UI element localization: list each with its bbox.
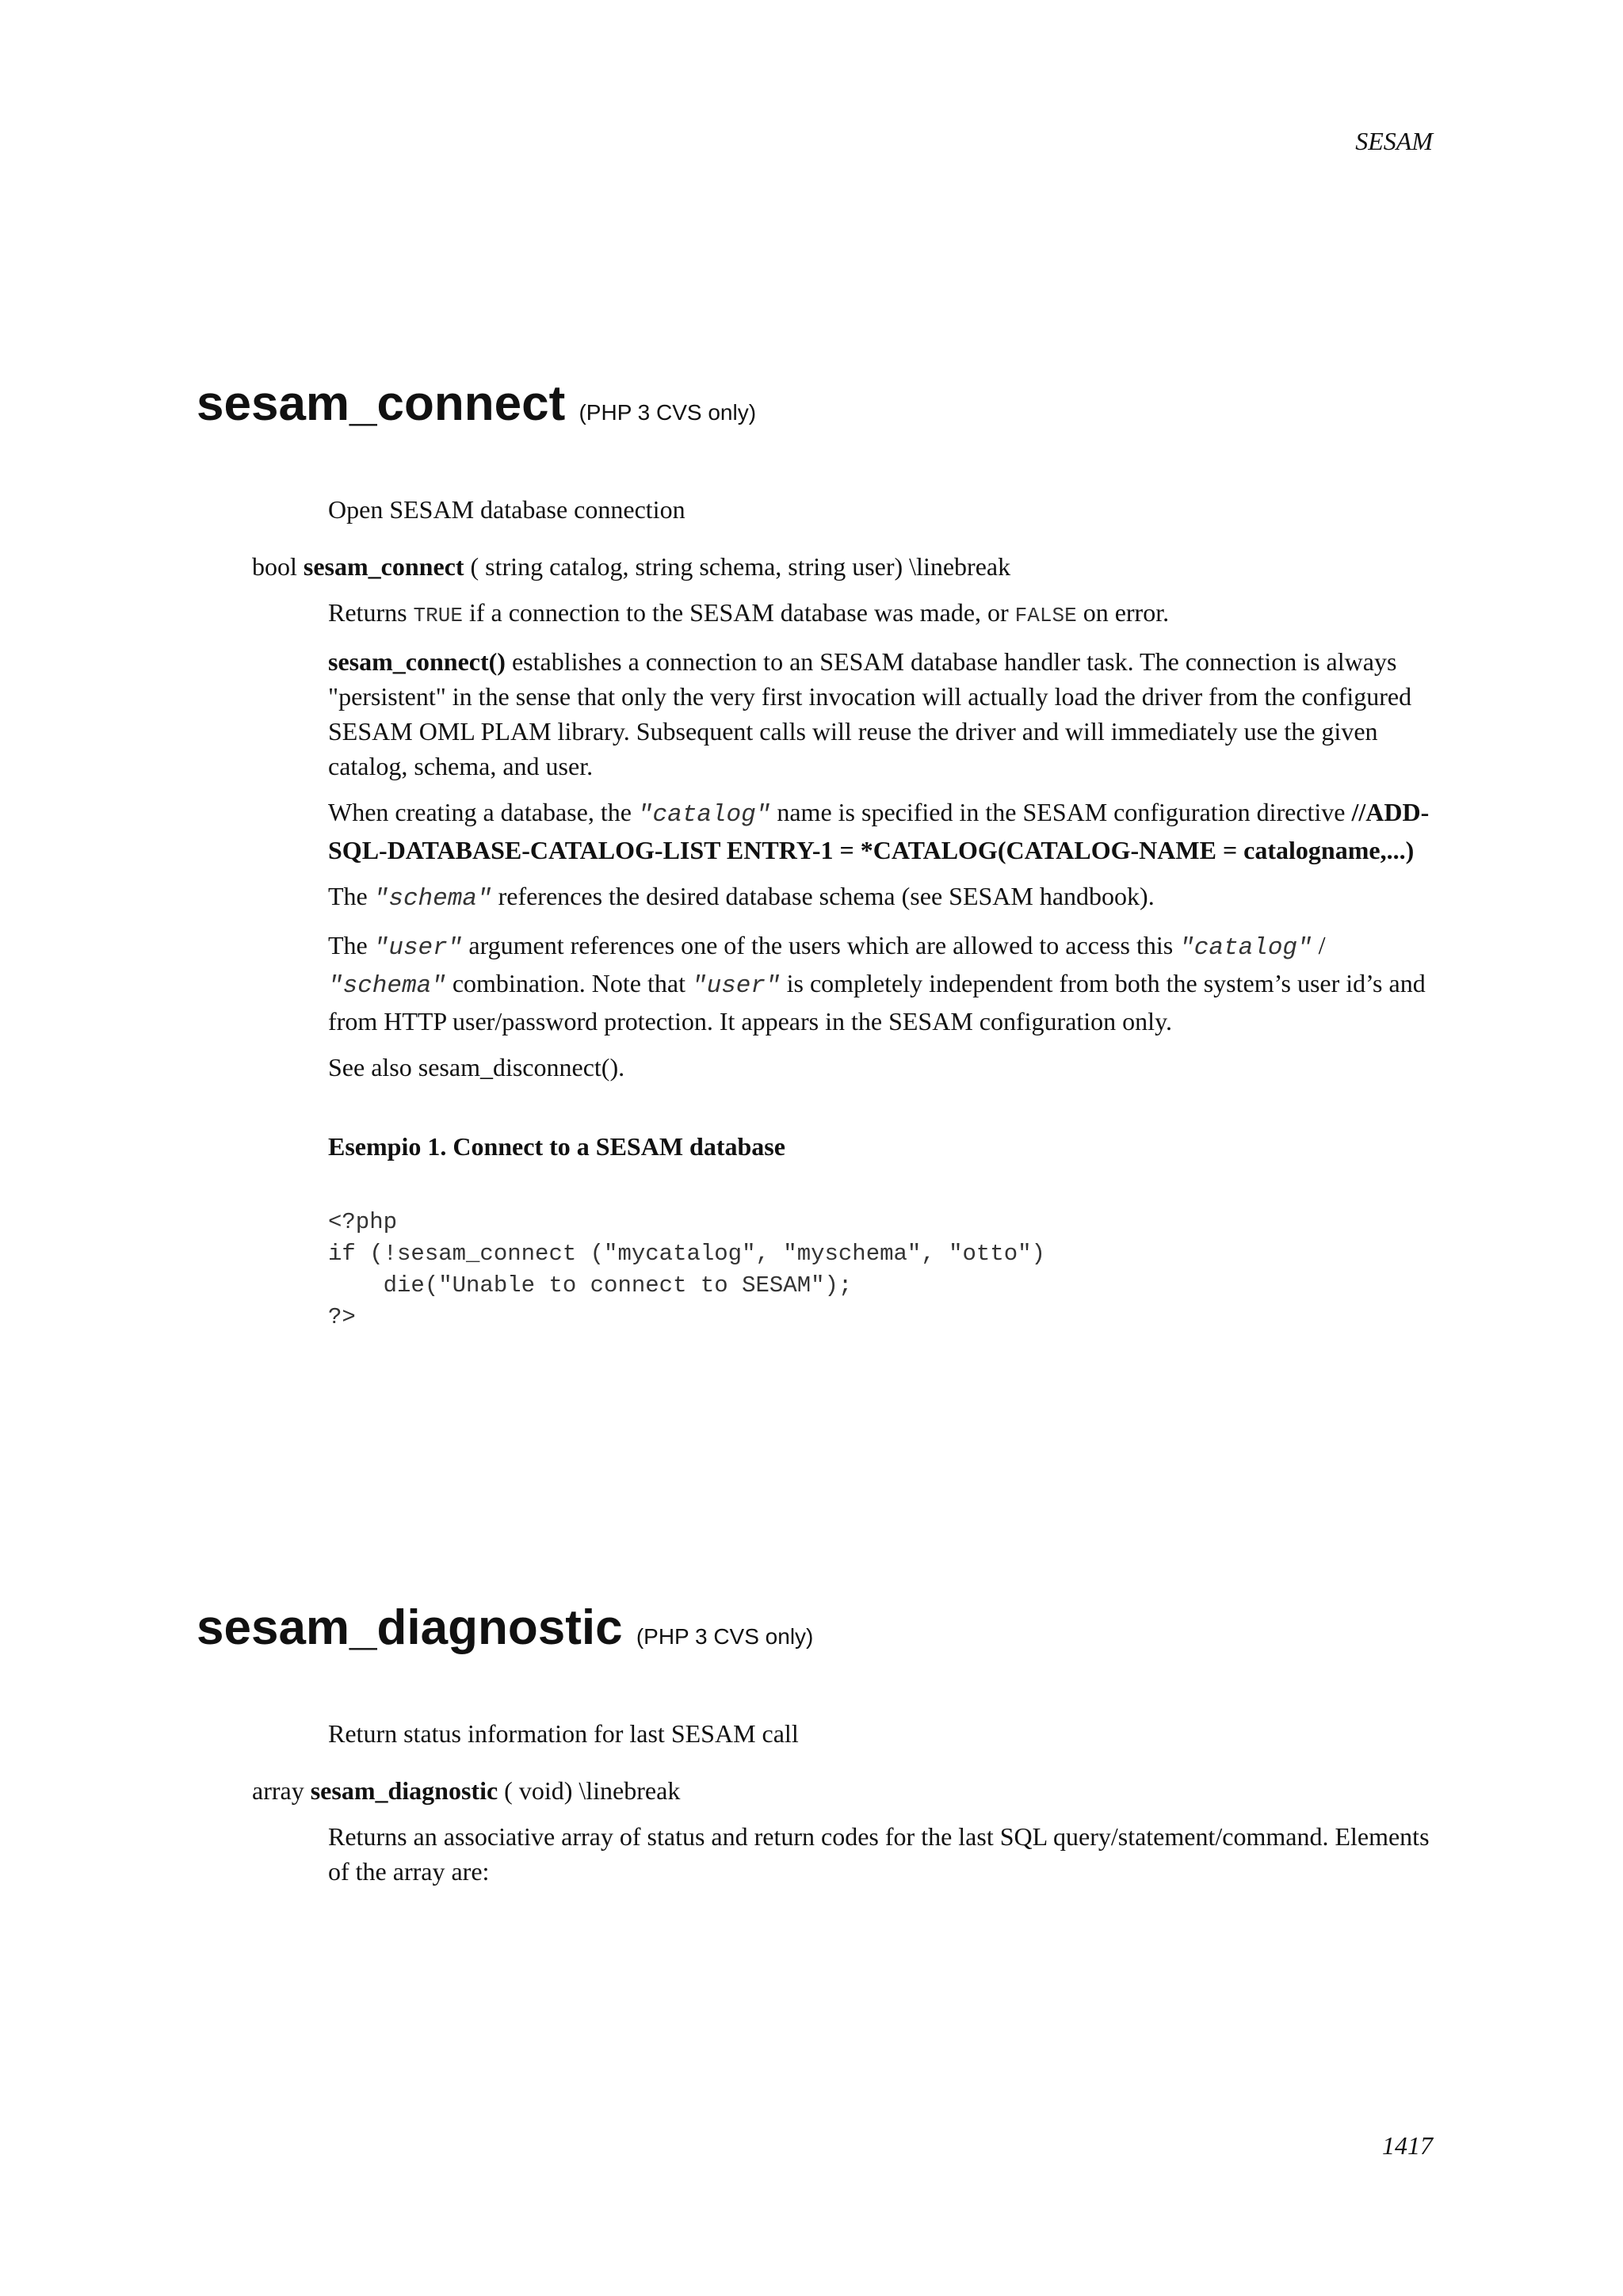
text: if a connection to the SESAM database was made, or	[462, 598, 1015, 627]
refentry-sesam-diagnostic	[197, 1596, 1433, 1889]
text: establishes a connection to an SESAM database handler task. The connection is always "persistent" in the sense that only the very first invocation will actually load the driver from the configured SESAM OML PLAM library. Subsequent calls will reuse the driver and will immediately use the given catalog, schema, and user.	[328, 647, 1412, 780]
text: The	[328, 882, 374, 910]
catalog-paragraph	[328, 795, 1433, 868]
function-synopsis	[252, 1773, 1433, 1808]
function-heading	[197, 372, 1433, 444]
refentry-sesam-connect	[197, 372, 1433, 1333]
true-constant: TRUE	[413, 604, 463, 627]
version-note: (PHP 3 CVS only)	[579, 400, 757, 425]
returns-paragraph	[328, 595, 1433, 633]
function-synopsis	[252, 549, 1433, 584]
text: Returns	[328, 598, 414, 627]
function-name: sesam_diagnostic	[197, 1600, 623, 1655]
schema-paragraph	[328, 879, 1433, 917]
text: on error.	[1076, 598, 1170, 627]
schema-param: "schema"	[328, 972, 446, 1000]
synopsis-args: ( string catalog, string schema, string user) \linebreak	[464, 552, 1011, 581]
return-type: bool	[252, 552, 297, 581]
page-number: 1417	[1382, 2131, 1433, 2160]
function-heading	[197, 1596, 1433, 1669]
example-title: Esempio 1. Connect to a SESAM database	[328, 1132, 785, 1161]
catalog-param: "catalog"	[637, 801, 771, 829]
config-directive: //ADD-SQL-DATABASE-CATALOG-LIST ENTRY-1 = *CATALOG(CATALOG-NAME = catalogname,...)	[328, 798, 1430, 864]
function-purpose: Open SESAM database connection	[328, 495, 685, 524]
text: is completely independent from both the system’s user id’s and from HTTP user/password protection. It appears in the SESAM configuration only.	[328, 969, 1426, 1035]
function-description	[328, 595, 1433, 1333]
text: When creating a database, the	[328, 798, 638, 826]
user-param: "user"	[373, 934, 463, 962]
catalog-param: "catalog"	[1179, 934, 1312, 962]
text: /	[1312, 931, 1326, 959]
version-note: (PHP 3 CVS only)	[636, 1624, 814, 1649]
schema-param: "schema"	[373, 885, 492, 913]
function-description	[328, 1819, 1433, 1889]
function-name: sesam_connect	[197, 376, 566, 431]
user-param: "user"	[691, 972, 781, 1000]
example-code: <?php if (!sesam_connect ("mycatalog", "myschema", "otto") die("Unable to connect to SESAM"); ?>	[328, 1209, 1045, 1330]
text: combination. Note that	[445, 969, 692, 997]
function-reference: sesam_connect()	[328, 647, 506, 676]
false-constant: FALSE	[1014, 604, 1077, 627]
see-also: See also sesam_disconnect().	[328, 1053, 625, 1081]
returns-paragraph: Returns an associative array of status and return codes for the last SQL query/statement/command. Elements of the array are:	[328, 1822, 1430, 1886]
text: argument references one of the users which are allowed to access this	[462, 931, 1180, 959]
running-header: SESAM	[1355, 127, 1433, 155]
synopsis-function-name: sesam_diagnostic	[310, 1776, 498, 1805]
synopsis-args: ( void) \linebreak	[498, 1776, 681, 1805]
text: The	[328, 931, 374, 959]
text: name is specified in the SESAM configuration directive	[770, 798, 1352, 826]
user-paragraph	[328, 928, 1433, 1039]
synopsis-function-name: sesam_connect	[303, 552, 464, 581]
return-type: array	[252, 1776, 304, 1805]
function-purpose: Return status information for last SESAM call	[328, 1719, 799, 1748]
text: references the desired database schema (see SESAM handbook).	[491, 882, 1155, 910]
description-paragraph	[328, 644, 1433, 784]
